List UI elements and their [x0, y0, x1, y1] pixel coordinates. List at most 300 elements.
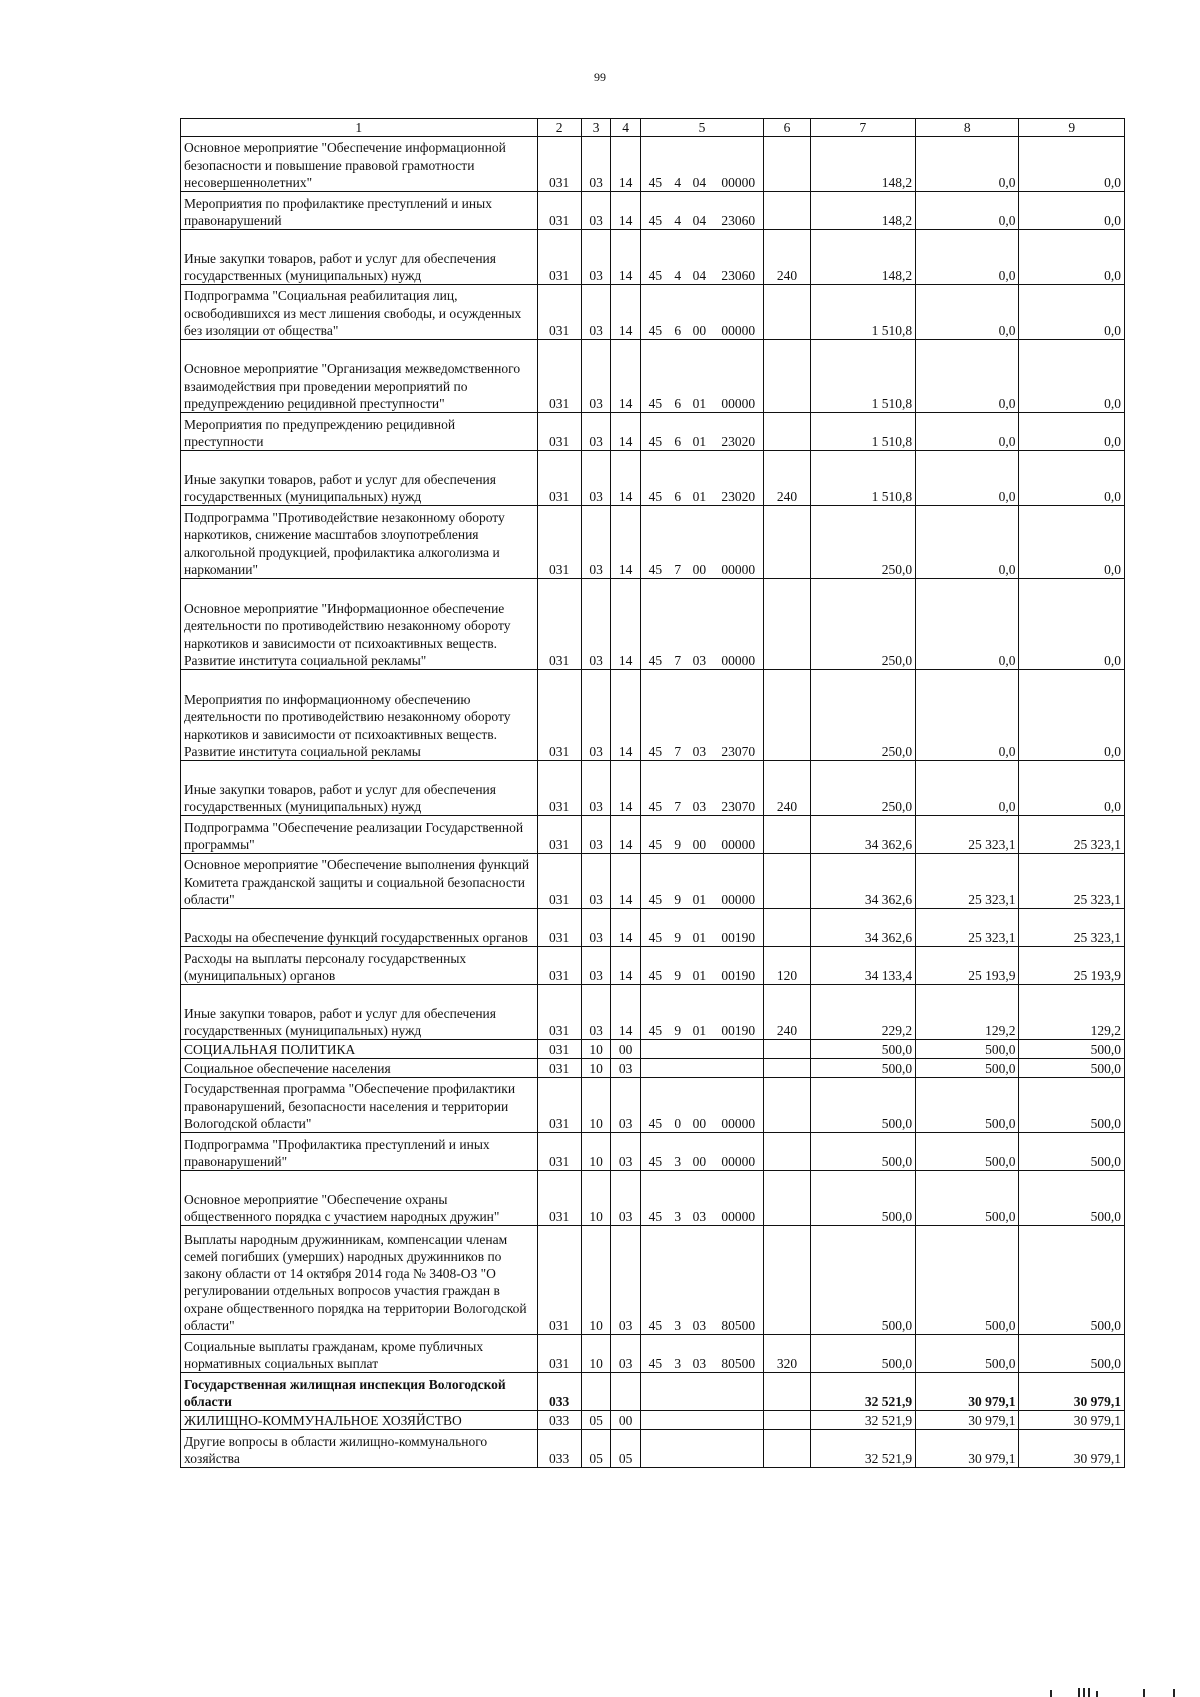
cell-c4: 03	[611, 1226, 641, 1335]
cell-c4: 14	[611, 230, 641, 285]
cell-c8: 0,0	[916, 670, 1019, 761]
cell-c9: 30 979,1	[1019, 1430, 1125, 1468]
cell-c2: 031	[537, 1335, 581, 1373]
cell-c9: 0,0	[1019, 230, 1125, 285]
cell-c3: 03	[581, 230, 611, 285]
cell-c5b: 9	[670, 947, 686, 985]
cell-c4: 03	[611, 1335, 641, 1373]
cell-c5d	[713, 1059, 764, 1078]
row-name-cell: Основное мероприятие "Информационное обеспечение деятельности по противодействию незаконному обороту наркотиков и зависимости от психоактивных веществ. Развитие института социальной рекламы"	[181, 579, 538, 670]
cell-c9: 500,0	[1019, 1059, 1125, 1078]
cell-c3: 03	[581, 413, 611, 451]
cell-c5c: 01	[686, 451, 713, 506]
row-name-cell: ЖИЛИЩНО-КОММУНАЛЬНОЕ ХОЗЯЙСТВО	[181, 1411, 538, 1430]
table-row	[181, 1171, 1125, 1226]
header-cell: 7	[810, 119, 915, 137]
cell-c6: 120	[764, 947, 810, 985]
cell-c8: 500,0	[916, 1059, 1019, 1078]
cell-c3: 03	[581, 192, 611, 230]
cell-c2: 033	[537, 1411, 581, 1430]
cell-c5d: 80500	[713, 1335, 764, 1373]
cell-c9: 500,0	[1019, 1226, 1125, 1335]
row-name-cell: Социальное обеспечение населения	[181, 1059, 538, 1078]
cell-c5d: 23060	[713, 230, 764, 285]
cell-c5b: 4	[670, 192, 686, 230]
header-row	[181, 119, 1125, 137]
row-name-cell: Иные закупки товаров, работ и услуг для обеспечения государственных (муниципальных) нужд	[181, 761, 538, 816]
cell-c5b: 7	[670, 579, 686, 670]
cell-c5a: 45	[640, 909, 670, 947]
cell-c6	[764, 1133, 810, 1171]
cell-c5d: 23070	[713, 761, 764, 816]
page-number: 99	[594, 70, 606, 84]
cell-c3: 03	[581, 854, 611, 909]
cell-c8: 0,0	[916, 230, 1019, 285]
cell-c5c	[686, 1411, 713, 1430]
cell-c9: 0,0	[1019, 451, 1125, 506]
table-row	[181, 1059, 1125, 1078]
cell-c5d: 00190	[713, 909, 764, 947]
cell-c3: 03	[581, 506, 611, 579]
cell-c5d: 00000	[713, 137, 764, 192]
row-name-cell: Расходы на обеспечение функций государственных органов	[181, 909, 538, 947]
table-row	[181, 947, 1125, 985]
cell-c5b	[670, 1059, 686, 1078]
cell-c6	[764, 413, 810, 451]
header-cell: 3	[581, 119, 611, 137]
cell-c3: 05	[581, 1430, 611, 1468]
row-name-cell: Основное мероприятие "Обеспечение выполнения функций Комитета гражданской защиты и социальной безопасности области"	[181, 854, 538, 909]
cell-c2: 031	[537, 192, 581, 230]
cell-c6	[764, 1171, 810, 1226]
table-row	[181, 451, 1125, 506]
cell-c9: 129,2	[1019, 985, 1125, 1040]
cell-c9: 500,0	[1019, 1078, 1125, 1133]
cell-c5a: 45	[640, 1078, 670, 1133]
cell-c9: 0,0	[1019, 761, 1125, 816]
cell-c5a: 45	[640, 816, 670, 854]
cell-c5d: 00000	[713, 340, 764, 413]
cell-c6	[764, 1373, 810, 1411]
row-name-cell: Мероприятия по предупреждению рецидивной преступности	[181, 413, 538, 451]
cell-c3: 03	[581, 761, 611, 816]
header-cell: 4	[611, 119, 641, 137]
cell-c5b: 7	[670, 670, 686, 761]
header-cell: 9	[1019, 119, 1125, 137]
cell-c3: 10	[581, 1059, 611, 1078]
cell-c7: 500,0	[810, 1133, 915, 1171]
table-row	[181, 816, 1125, 854]
cell-c8: 25 323,1	[916, 909, 1019, 947]
cell-c5d: 00000	[713, 506, 764, 579]
cell-c8: 30 979,1	[916, 1411, 1019, 1430]
cell-c8: 500,0	[916, 1078, 1019, 1133]
cell-c8: 30 979,1	[916, 1430, 1019, 1468]
cell-c6	[764, 137, 810, 192]
cell-c9: 25 193,9	[1019, 947, 1125, 985]
cell-c5d: 00000	[713, 1171, 764, 1226]
cell-c7: 148,2	[810, 137, 915, 192]
cell-c6	[764, 340, 810, 413]
cell-c7: 1 510,8	[810, 413, 915, 451]
cell-c2: 031	[537, 947, 581, 985]
cell-c5c: 03	[686, 1226, 713, 1335]
cell-c5a: 45	[640, 506, 670, 579]
cell-c9: 0,0	[1019, 192, 1125, 230]
cell-c5d: 00190	[713, 985, 764, 1040]
cell-c4: 14	[611, 816, 641, 854]
table-row	[181, 340, 1125, 413]
row-name-cell: Основное мероприятие "Обеспечение охраны общественного порядка с участием народных дружин"	[181, 1171, 538, 1226]
scan-marks	[1040, 1680, 1180, 1697]
cell-c8: 0,0	[916, 413, 1019, 451]
table-row	[181, 137, 1125, 192]
cell-c5d: 00190	[713, 947, 764, 985]
cell-c8: 0,0	[916, 506, 1019, 579]
cell-c2: 031	[537, 451, 581, 506]
cell-c5a	[640, 1059, 670, 1078]
cell-c3: 03	[581, 816, 611, 854]
cell-c5b	[670, 1411, 686, 1430]
row-name-cell: Основное мероприятие "Обеспечение информационной безопасности и повышение правовой грамотности несовершеннолетних"	[181, 137, 538, 192]
cell-c9: 0,0	[1019, 285, 1125, 340]
cell-c4: 14	[611, 854, 641, 909]
cell-c9: 500,0	[1019, 1133, 1125, 1171]
cell-c7: 500,0	[810, 1078, 915, 1133]
cell-c5c: 03	[686, 761, 713, 816]
cell-c5c	[686, 1373, 713, 1411]
cell-c5a: 45	[640, 413, 670, 451]
cell-c7: 500,0	[810, 1171, 915, 1226]
cell-c9: 0,0	[1019, 506, 1125, 579]
cell-c9: 500,0	[1019, 1040, 1125, 1059]
cell-c6	[764, 909, 810, 947]
cell-c4: 14	[611, 579, 641, 670]
cell-c5c: 03	[686, 579, 713, 670]
cell-c3: 10	[581, 1226, 611, 1335]
row-name-cell: Иные закупки товаров, работ и услуг для обеспечения государственных (муниципальных) нужд	[181, 985, 538, 1040]
cell-c5c: 03	[686, 670, 713, 761]
cell-c2: 033	[537, 1430, 581, 1468]
cell-c5c: 01	[686, 985, 713, 1040]
cell-c5a	[640, 1411, 670, 1430]
cell-c6: 320	[764, 1335, 810, 1373]
cell-c2: 031	[537, 670, 581, 761]
cell-c5d: 00000	[713, 816, 764, 854]
cell-c9: 0,0	[1019, 137, 1125, 192]
cell-c5b: 6	[670, 451, 686, 506]
cell-c9: 25 323,1	[1019, 909, 1125, 947]
table-row	[181, 413, 1125, 451]
cell-c4: 03	[611, 1133, 641, 1171]
cell-c5d	[713, 1411, 764, 1430]
cell-c8: 129,2	[916, 985, 1019, 1040]
cell-c5c: 03	[686, 1335, 713, 1373]
row-name-cell: Иные закупки товаров, работ и услуг для обеспечения государственных (муниципальных) нужд	[181, 230, 538, 285]
header-cell: 1	[181, 119, 538, 137]
cell-c9: 30 979,1	[1019, 1373, 1125, 1411]
cell-c6: 240	[764, 985, 810, 1040]
cell-c5c: 04	[686, 192, 713, 230]
table-row	[181, 1335, 1125, 1373]
cell-c3	[581, 1373, 611, 1411]
cell-c6	[764, 1411, 810, 1430]
table-row	[181, 854, 1125, 909]
cell-c8: 0,0	[916, 285, 1019, 340]
cell-c7: 32 521,9	[810, 1430, 915, 1468]
cell-c5b: 7	[670, 506, 686, 579]
table-row	[181, 1040, 1125, 1059]
table-row	[181, 230, 1125, 285]
cell-c5a: 45	[640, 670, 670, 761]
cell-c8: 0,0	[916, 192, 1019, 230]
cell-c7: 1 510,8	[810, 451, 915, 506]
cell-c5a: 45	[640, 451, 670, 506]
cell-c5b: 3	[670, 1171, 686, 1226]
cell-c5b: 6	[670, 285, 686, 340]
cell-c3: 05	[581, 1411, 611, 1430]
cell-c5c: 04	[686, 137, 713, 192]
cell-c6: 240	[764, 761, 810, 816]
row-name-cell: Выплаты народным дружинникам, компенсации членам семей погибших (умерших) народных дружинников по закону области от 14 октября 2014 года № 3408-ОЗ "О регулировании отдельных вопросов участия граждан в охране общественного порядка на территории Вологодской области"	[181, 1226, 538, 1335]
cell-c4: 14	[611, 285, 641, 340]
cell-c5c: 01	[686, 340, 713, 413]
cell-c5b: 4	[670, 230, 686, 285]
cell-c9: 0,0	[1019, 340, 1125, 413]
cell-c7: 34 362,6	[810, 909, 915, 947]
cell-c5c: 01	[686, 947, 713, 985]
cell-c5d	[713, 1430, 764, 1468]
cell-c2: 031	[537, 230, 581, 285]
cell-c5c: 00	[686, 1133, 713, 1171]
table-row	[181, 1430, 1125, 1468]
cell-c5a: 45	[640, 1133, 670, 1171]
cell-c4: 14	[611, 340, 641, 413]
cell-c5c	[686, 1040, 713, 1059]
cell-c5d	[713, 1040, 764, 1059]
header-cell: 6	[764, 119, 810, 137]
cell-c4: 14	[611, 137, 641, 192]
cell-c9: 25 323,1	[1019, 854, 1125, 909]
cell-c6	[764, 1059, 810, 1078]
cell-c5a: 45	[640, 192, 670, 230]
cell-c8: 500,0	[916, 1171, 1019, 1226]
cell-c8: 500,0	[916, 1133, 1019, 1171]
cell-c5b: 6	[670, 413, 686, 451]
cell-c5b: 7	[670, 761, 686, 816]
cell-c8: 0,0	[916, 340, 1019, 413]
cell-c6	[764, 1040, 810, 1059]
header-cell: 2	[537, 119, 581, 137]
cell-c2: 031	[537, 579, 581, 670]
cell-c3: 10	[581, 1335, 611, 1373]
cell-c5c	[686, 1430, 713, 1468]
cell-c5b: 9	[670, 816, 686, 854]
cell-c2: 031	[537, 413, 581, 451]
cell-c5c: 04	[686, 230, 713, 285]
cell-c5b: 3	[670, 1133, 686, 1171]
row-name-cell: Подпрограмма "Противодействие незаконному обороту наркотиков, снижение масштабов злоупотребления алкогольной продукцией, профилактика алкоголизма и наркомании"	[181, 506, 538, 579]
cell-c5a: 45	[640, 1335, 670, 1373]
table-row	[181, 1226, 1125, 1335]
cell-c5a: 45	[640, 854, 670, 909]
cell-c6	[764, 854, 810, 909]
cell-c8: 0,0	[916, 579, 1019, 670]
cell-c3: 03	[581, 137, 611, 192]
table-row	[181, 761, 1125, 816]
cell-c5d	[713, 1373, 764, 1411]
cell-c5d: 00000	[713, 1078, 764, 1133]
cell-c5d: 80500	[713, 1226, 764, 1335]
table-row	[181, 579, 1125, 670]
cell-c9: 0,0	[1019, 413, 1125, 451]
cell-c5a	[640, 1373, 670, 1411]
cell-c2: 031	[537, 506, 581, 579]
cell-c5c: 00	[686, 506, 713, 579]
cell-c5a: 45	[640, 1226, 670, 1335]
cell-c3: 10	[581, 1133, 611, 1171]
cell-c5d: 00000	[713, 285, 764, 340]
cell-c6	[764, 192, 810, 230]
cell-c8: 0,0	[916, 761, 1019, 816]
cell-c5a	[640, 1430, 670, 1468]
cell-c3: 10	[581, 1171, 611, 1226]
cell-c8: 30 979,1	[916, 1373, 1019, 1411]
cell-c4: 14	[611, 413, 641, 451]
cell-c4: 00	[611, 1040, 641, 1059]
cell-c7: 1 510,8	[810, 285, 915, 340]
table-body	[181, 137, 1125, 1468]
cell-c9: 30 979,1	[1019, 1411, 1125, 1430]
cell-c2: 031	[537, 340, 581, 413]
cell-c8: 25 193,9	[916, 947, 1019, 985]
row-name-cell: Другие вопросы в области жилищно-коммунального хозяйства	[181, 1430, 538, 1468]
cell-c6	[764, 1078, 810, 1133]
cell-c3: 03	[581, 909, 611, 947]
cell-c7: 250,0	[810, 761, 915, 816]
cell-c5c: 00	[686, 285, 713, 340]
cell-c2: 031	[537, 1040, 581, 1059]
cell-c7: 32 521,9	[810, 1411, 915, 1430]
row-name-cell: Подпрограмма "Обеспечение реализации Государственной программы"	[181, 816, 538, 854]
table-row	[181, 1078, 1125, 1133]
table-row	[181, 985, 1125, 1040]
cell-c4: 00	[611, 1411, 641, 1430]
cell-c6	[764, 579, 810, 670]
cell-c3: 03	[581, 451, 611, 506]
cell-c5c: 00	[686, 1078, 713, 1133]
cell-c4: 03	[611, 1171, 641, 1226]
cell-c7: 500,0	[810, 1226, 915, 1335]
cell-c6	[764, 285, 810, 340]
cell-c4: 14	[611, 506, 641, 579]
table-row	[181, 670, 1125, 761]
cell-c5d: 00000	[713, 579, 764, 670]
cell-c7: 1 510,8	[810, 340, 915, 413]
budget-table	[180, 118, 1125, 1468]
cell-c9: 500,0	[1019, 1171, 1125, 1226]
cell-c5a: 45	[640, 340, 670, 413]
cell-c4: 03	[611, 1078, 641, 1133]
table-row	[181, 1373, 1125, 1411]
cell-c7: 500,0	[810, 1335, 915, 1373]
cell-c5c: 01	[686, 413, 713, 451]
cell-c8: 25 323,1	[916, 816, 1019, 854]
cell-c2: 031	[537, 854, 581, 909]
cell-c5b: 9	[670, 854, 686, 909]
cell-c2: 031	[537, 1078, 581, 1133]
row-name-cell: Подпрограмма "Социальная реабилитация лиц, освободившихся из мест лишения свободы, и осужденных без изоляции от общества"	[181, 285, 538, 340]
cell-c6	[764, 670, 810, 761]
cell-c5b: 3	[670, 1335, 686, 1373]
cell-c3: 03	[581, 340, 611, 413]
header-cell: 5	[640, 119, 763, 137]
cell-c7: 148,2	[810, 192, 915, 230]
cell-c4: 14	[611, 947, 641, 985]
row-name-cell: Государственная жилищная инспекция Вологодской области	[181, 1373, 538, 1411]
cell-c5d: 23020	[713, 451, 764, 506]
cell-c2: 031	[537, 137, 581, 192]
cell-c5a: 45	[640, 285, 670, 340]
row-name-cell: Государственная программа "Обеспечение профилактики правонарушений, безопасности населения и территории Вологодской области"	[181, 1078, 538, 1133]
cell-c5c: 01	[686, 909, 713, 947]
row-name-cell: СОЦИАЛЬНАЯ ПОЛИТИКА	[181, 1040, 538, 1059]
cell-c5a: 45	[640, 985, 670, 1040]
cell-c4: 05	[611, 1430, 641, 1468]
cell-c5c: 01	[686, 854, 713, 909]
cell-c5b: 4	[670, 137, 686, 192]
cell-c6: 240	[764, 451, 810, 506]
cell-c5c: 03	[686, 1171, 713, 1226]
cell-c4: 14	[611, 761, 641, 816]
cell-c7: 32 521,9	[810, 1373, 915, 1411]
row-name-cell: Мероприятия по информационному обеспечению деятельности по противодействию незаконному обороту наркотиков и зависимости от психоактивных веществ. Развитие института социальной рекламы	[181, 670, 538, 761]
cell-c7: 500,0	[810, 1040, 915, 1059]
table-row	[181, 192, 1125, 230]
cell-c2: 033	[537, 1373, 581, 1411]
cell-c5d: 00000	[713, 1133, 764, 1171]
cell-c4	[611, 1373, 641, 1411]
cell-c2: 031	[537, 285, 581, 340]
cell-c6	[764, 816, 810, 854]
cell-c7: 250,0	[810, 579, 915, 670]
cell-c5a	[640, 1040, 670, 1059]
cell-c5a: 45	[640, 137, 670, 192]
cell-c5c: 00	[686, 816, 713, 854]
cell-c5a: 45	[640, 947, 670, 985]
table-row	[181, 506, 1125, 579]
cell-c5d: 00000	[713, 854, 764, 909]
table-row	[181, 1133, 1125, 1171]
cell-c2: 031	[537, 1059, 581, 1078]
cell-c5d: 23060	[713, 192, 764, 230]
cell-c8: 0,0	[916, 451, 1019, 506]
cell-c8: 500,0	[916, 1040, 1019, 1059]
cell-c4: 14	[611, 670, 641, 761]
cell-c2: 031	[537, 1171, 581, 1226]
cell-c5a: 45	[640, 1171, 670, 1226]
row-name-cell: Расходы на выплаты персоналу государственных (муниципальных) органов	[181, 947, 538, 985]
row-name-cell: Социальные выплаты гражданам, кроме публичных нормативных социальных выплат	[181, 1335, 538, 1373]
cell-c4: 14	[611, 985, 641, 1040]
cell-c5b	[670, 1430, 686, 1468]
cell-c2: 031	[537, 816, 581, 854]
cell-c6: 240	[764, 230, 810, 285]
cell-c5d: 23020	[713, 413, 764, 451]
cell-c7: 34 362,6	[810, 854, 915, 909]
table-row	[181, 909, 1125, 947]
cell-c3: 03	[581, 947, 611, 985]
